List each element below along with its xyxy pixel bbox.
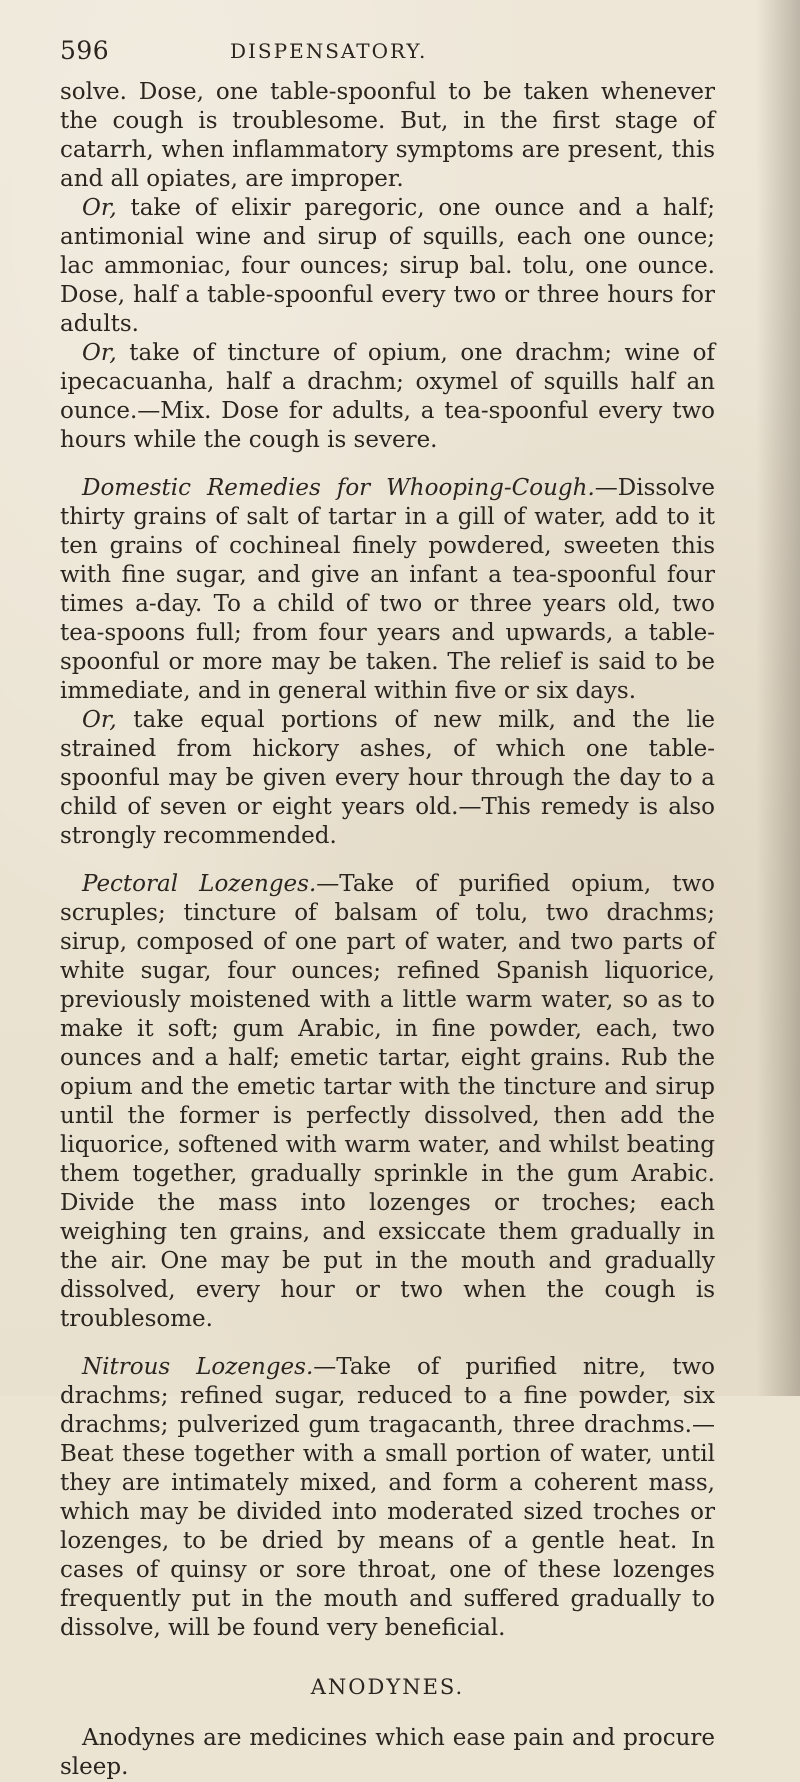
- paragraph-text: —Dissolve thirty grains of salt of tartar in a gill of water, add to it ten grains of cochineal finely powdered, sweeten this with fine sugar, and give an infant a tea-spoonful four times a-day. To a child of two or three years old, two tea-spoons full; from four years and upwards, a table-spoonful or more may be taken. The relief is said to be immediate, and in general within five or six days.: [60, 475, 715, 704]
- paragraph-heading: Nitrous Lozenges.: [82, 1354, 314, 1380]
- paragraph: [60, 1724, 715, 1782]
- paragraph: [60, 78, 715, 194]
- paragraph-heading: Domestic Remedies for Whooping-Cough.: [82, 475, 595, 501]
- paragraph-gap: [60, 1334, 715, 1353]
- paragraph: [60, 474, 715, 706]
- paragraph-text: —Take of purified opium, two scruples; tincture of balsam of tolu, two drachms; sirup, composed of one part of water, and two parts of white sugar, four ounces; refined Spanish liquorice, previously moistened with a little warm water, so as to make it soft; gum Arabic, in fine powder, each, two ounces and a half; emetic tartar, eight grains. Rub the opium and the emetic tartar with the tincture and sirup until the former is perfectly dissolved, then add the liquorice, softened with warm water, and whilst beating them together, gradually sprinkle in the gum Arabic. Divide the mass into lozenges or troches; each weighing ten grains, and exsiccate them gradually in the air. One may be put in the mouth and gradually dissolved, every hour or two when the cough is troublesome.: [60, 871, 716, 1332]
- paragraph-text: take of elixir paregoric, one ounce and a half; antimonial wine and sirup of squills, each one ounce; lac ammoniac, four ounces; sirup bal. tolu, one ounce. Dose, half a table-spoonful every two or three hours for adults.: [60, 195, 715, 337]
- paragraph: [60, 339, 715, 455]
- paragraph-lead: Or,: [82, 707, 117, 733]
- paragraph-gap: [60, 455, 715, 474]
- paragraph: [60, 1353, 715, 1643]
- paragraph: [60, 194, 715, 339]
- page-number: 596: [60, 36, 110, 65]
- paragraph: [60, 870, 715, 1334]
- paragraph-text: Anodynes are medicines which ease pain and procure sleep.: [60, 1725, 715, 1780]
- paragraph-gap: [60, 851, 715, 870]
- page-edge-shadow: [756, 0, 800, 1396]
- paragraph-text: solve. Dose, one table-spoonful to be taken whenever the cough is troublesome. But, in the first stage of catarrh, when inflammatory symptoms are present, this and all opiates, are improper.: [60, 79, 715, 192]
- paragraph-text: —Take of purified nitre, two drachms; refined sugar, reduced to a fine powder, six drachms; pulverized gum tragacanth, three drachms.—Beat these together with a small portion of water, until they are intimately mixed, and form a coherent mass, which may be divided into moderated sized troches or lozenges, to be dried by means of a gentle heat. In cases of quinsy or sore throat, one of these lozenges frequently put in the mouth and suffered gradually to dissolve, will be found very beneficial.: [60, 1354, 715, 1641]
- paragraph-text: take of tincture of opium, one drachm; wine of ipecacuanha, half a drachm; oxymel of squills half an ounce.—Mix. Dose for adults, a tea-spoonful every two hours while the cough is severe.: [60, 340, 715, 453]
- section-heading: ANODYNES.: [310, 1675, 465, 1699]
- paragraph-lead: Or,: [82, 195, 117, 221]
- running-head: [60, 36, 700, 68]
- paragraph-text: take equal portions of new milk, and the lie strained from hickory ashes, of which one table-spoonful may be given every hour through the day to a child of seven or eight years old.—This remedy is also strongly recommended.: [60, 707, 715, 849]
- page-body: [60, 78, 715, 1782]
- running-title: DISPENSATORY.: [230, 39, 428, 63]
- paragraph-heading: Pectoral Lozenges.: [82, 871, 317, 897]
- paragraph-lead: Or,: [82, 340, 117, 366]
- paragraph: [60, 706, 715, 851]
